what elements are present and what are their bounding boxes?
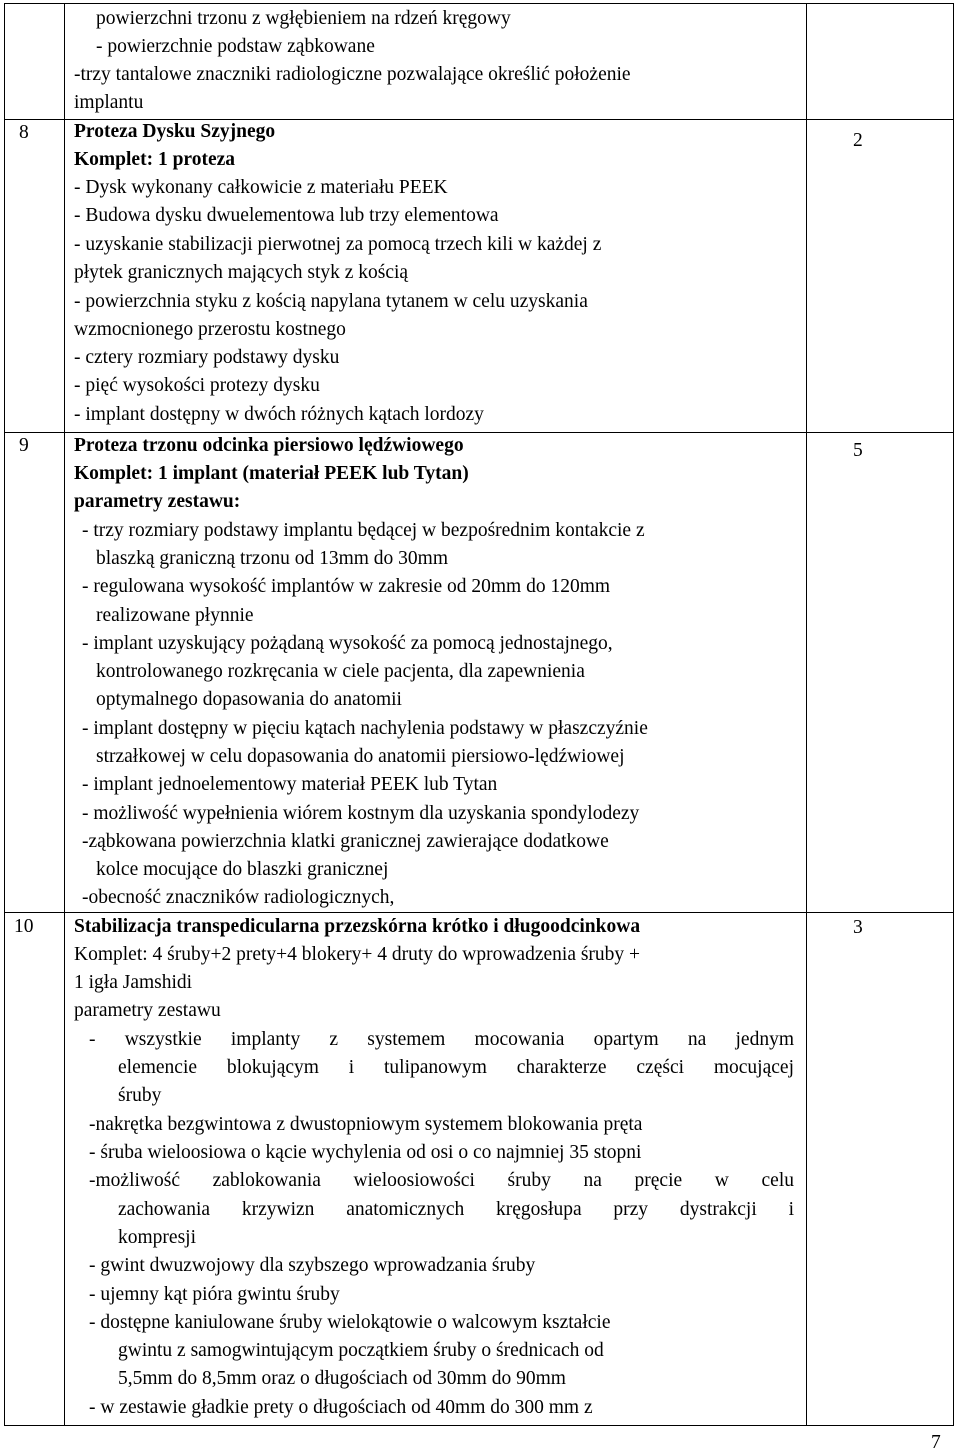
- table-border-right: [953, 3, 954, 1425]
- item-title: Proteza Dysku Szyjnego: [74, 121, 276, 142]
- spec-line: śruby: [118, 1085, 162, 1106]
- item-kit: Komplet: 1 implant (materiał PEEK lub Tytan): [74, 463, 469, 484]
- table-border-top: [4, 3, 954, 4]
- spec-line: płytek granicznych mających styk z kością: [74, 262, 409, 283]
- spec-line: - implant jednoelementowy materiał PEEK lub Tytan: [82, 774, 498, 795]
- spec-line: - pięć wysokości protezy dysku: [74, 375, 320, 396]
- spec-line: - cztery rozmiary podstawy dysku: [74, 347, 340, 368]
- spec-line: - wszystkie implanty z systemem mocowania opartym na jednym: [89, 1029, 794, 1050]
- row-separator-10: [4, 912, 954, 913]
- spec-line: kompresji: [118, 1227, 196, 1248]
- item-title: Proteza trzonu odcinka piersiowo lędźwiowego: [74, 435, 464, 456]
- row-quantity: 2: [853, 130, 863, 151]
- spec-line: - implant dostępny w dwóch różnych kątach lordozy: [74, 404, 484, 425]
- spec-line: - gwint dwuzwojowy dla szybszego wprowadzania śruby: [89, 1255, 536, 1276]
- row-number: 10: [14, 916, 34, 937]
- table-divider-lp: [64, 3, 65, 1425]
- spec-line: elemencie blokującym i tulipanowym charakterze części mocującej: [118, 1057, 794, 1078]
- spec-line: - trzy rozmiary podstawy implantu będącej w bezpośrednim kontakcie z: [82, 520, 645, 541]
- spec-line: - możliwość wypełnienia wiórem kostnym dla uzyskania spondylodezy: [82, 803, 640, 824]
- spec-line: kolce mocujące do blaszki granicznej: [96, 859, 389, 880]
- text-line: - powierzchnie podstaw ząbkowane: [96, 36, 375, 57]
- table-border-left: [4, 3, 5, 1425]
- spec-line: - regulowana wysokość implantów w zakresie od 20mm do 120mm: [82, 576, 611, 597]
- spec-line: 5,5mm do 8,5mm oraz o długościach od 30mm do 90mm: [118, 1368, 566, 1389]
- text-line: -trzy tantalowe znaczniki radiologiczne pozwalające określić położenie: [74, 64, 631, 85]
- spec-line: strzałkowej w celu dopasowania do anatomii piersiowo-lędźwiowej: [96, 746, 625, 767]
- item-kit: 1 igła Jamshidi: [74, 972, 193, 993]
- spec-line: gwintu z samogwintującym początkiem śruby o średnicach od: [118, 1340, 604, 1361]
- table-divider-qty: [806, 3, 807, 1425]
- row-number: 9: [19, 435, 29, 456]
- page-number: 7: [931, 1432, 941, 1453]
- spec-line: - uzyskanie stabilizacji pierwotnej za pomocą trzech kili w każdej z: [74, 234, 602, 255]
- spec-line: -możliwość zablokowania wieloosiowości śruby na pręcie w celu: [89, 1170, 794, 1191]
- spec-line: - w zestawie gładkie prety o długościach od 40mm do 300 mm z: [89, 1397, 593, 1418]
- row-quantity: 5: [853, 440, 863, 461]
- spec-line: realizowane płynnie: [96, 605, 254, 626]
- table-border-bottom: [4, 1425, 954, 1426]
- spec-line: zachowania krzywizn anatomicznych kręgosłupa przy dystrakcji i: [118, 1199, 794, 1220]
- spec-line: - śruba wieloosiowa o kącie wychylenia od osi o co najmniej 35 stopni: [89, 1142, 642, 1163]
- text-line: implantu: [74, 92, 144, 113]
- spec-line: - powierzchnia styku z kością napylana tytanem w celu uzyskania: [74, 291, 588, 312]
- spec-line: - Budowa dysku dwuelementowa lub trzy elementowa: [74, 205, 499, 226]
- spec-line: - Dysk wykonany całkowicie z materiału PEEK: [74, 177, 448, 198]
- spec-line: - dostępne kaniulowane śruby wielokątowie o walcowym kształcie: [89, 1312, 611, 1333]
- item-kit: Komplet: 1 proteza: [74, 149, 236, 170]
- row-quantity: 3: [853, 917, 863, 938]
- row-separator-8: [4, 119, 954, 120]
- params-label: parametry zestawu:: [74, 491, 241, 512]
- spec-line: -obecność znaczników radiologicznych,: [82, 887, 395, 908]
- params-label: parametry zestawu: [74, 1000, 221, 1021]
- item-kit: Komplet: 4 śruby+2 prety+4 blokery+ 4 druty do wprowadzenia śruby +: [74, 944, 641, 965]
- spec-line: optymalnego dopasowania do anatomii: [96, 689, 402, 710]
- spec-line: blaszką graniczną trzonu od 13mm do 30mm: [96, 548, 448, 569]
- row-number: 8: [19, 122, 29, 143]
- item-title: Stabilizacja transpedicularna przezskórna krótko i długoodcinkowa: [74, 916, 641, 937]
- spec-line: -ząbkowana powierzchnia klatki granicznej zawierające dodatkowe: [82, 831, 609, 852]
- spec-line: wzmocnionego przerostu kostnego: [74, 319, 346, 340]
- row-separator-9: [4, 432, 954, 433]
- text-line: powierzchni trzonu z wgłębieniem na rdzeń kręgowy: [96, 8, 511, 29]
- spec-line: kontrolowanego rozkręcania w ciele pacjenta, dla zapewnienia: [96, 661, 585, 682]
- spec-line: - implant uzyskujący pożądaną wysokość za pomocą jednostajnego,: [82, 633, 613, 654]
- spec-line: - implant dostępny w pięciu kątach nachylenia podstawy w płaszczyźnie: [82, 718, 648, 739]
- spec-line: - ujemny kąt pióra gwintu śruby: [89, 1284, 340, 1305]
- spec-line: -nakrętka bezgwintowa z dwustopniowym systemem blokowania pręta: [89, 1114, 643, 1135]
